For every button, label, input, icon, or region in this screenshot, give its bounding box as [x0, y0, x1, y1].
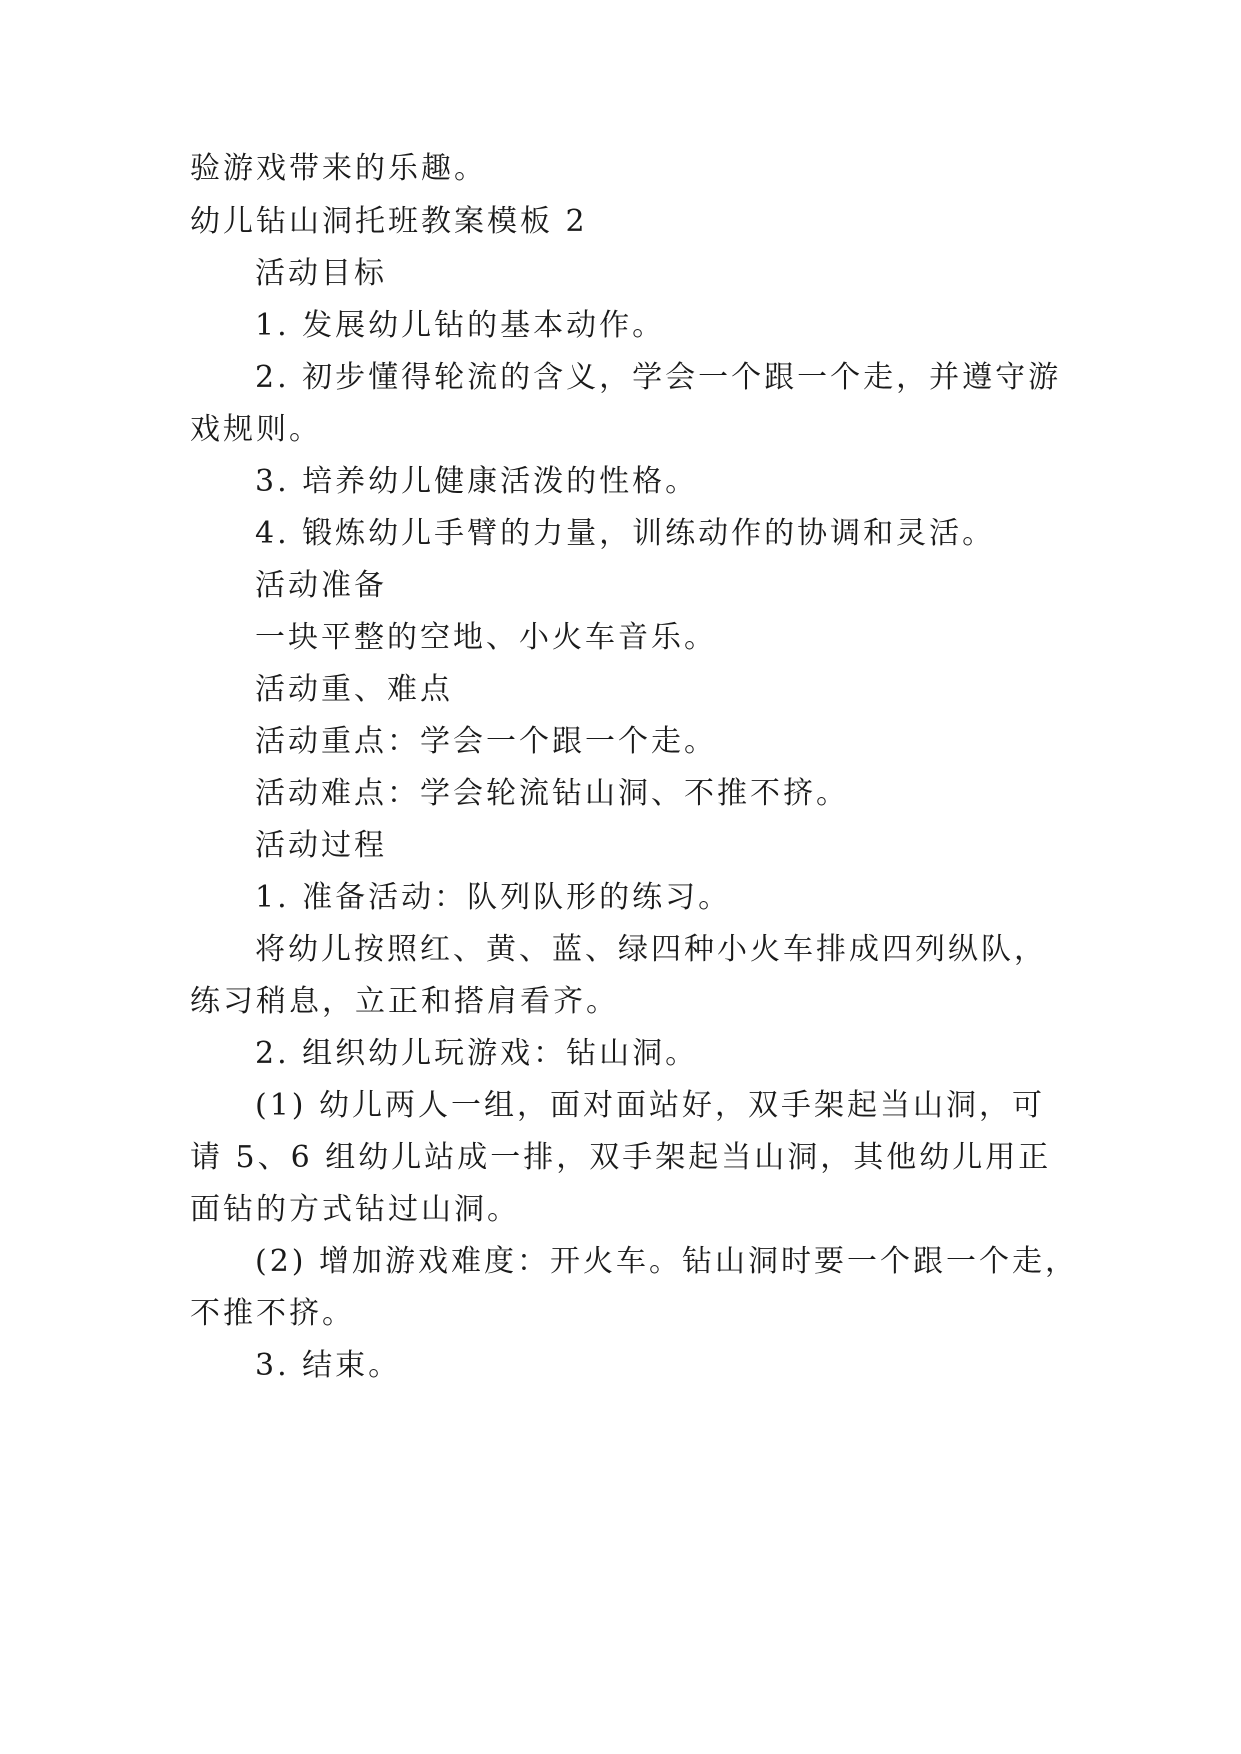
goal-item-4: 4. 锻炼幼儿手臂的力量，训练动作的协调和灵活。 — [255, 516, 996, 551]
process-step-1-detail-continued: 练习稍息，立正和搭肩看齐。 — [190, 984, 619, 1019]
process-step-2-sub-1-continued: 请 5、6 组幼儿站成一排，双手架起当山洞，其他幼儿用正 — [190, 1140, 1052, 1175]
heading-activity-process: 活动过程 — [255, 828, 387, 863]
process-step-2: 2. 组织幼儿玩游戏：钻山洞。 — [255, 1036, 699, 1071]
goal-item-1: 1. 发展幼儿钻的基本动作。 — [255, 308, 666, 343]
goal-item-2: 2. 初步懂得轮流的含义，学会一个跟一个走，并遵守游 — [255, 360, 1062, 395]
section-title: 幼儿钻山洞托班教案模板 2 — [190, 204, 588, 239]
heading-key-difficult-points: 活动重、难点 — [255, 672, 453, 707]
process-step-2-sub-2-continued: 不推不挤。 — [190, 1296, 355, 1331]
text-line-continuation: 验游戏带来的乐趣。 — [190, 151, 487, 186]
heading-activity-preparation: 活动准备 — [255, 568, 387, 603]
goal-item-3: 3. 培养幼儿健康活泼的性格。 — [255, 464, 699, 499]
heading-activity-goals: 活动目标 — [255, 256, 387, 291]
goal-item-2-continued: 戏规则。 — [190, 412, 322, 447]
process-step-1-detail: 将幼儿按照红、黄、蓝、绿四种小火车排成四列纵队， — [255, 932, 1047, 967]
preparation-text: 一块平整的空地、小火车音乐。 — [255, 620, 717, 655]
process-step-2-sub-2: (2) 增加游戏难度：开火车。钻山洞时要一个跟一个走， — [255, 1244, 1079, 1279]
process-step-2-sub-1-continued-2: 面钻的方式钻过山洞。 — [190, 1192, 520, 1227]
key-point-text: 活动重点：学会一个跟一个走。 — [255, 724, 717, 759]
process-step-1: 1. 准备活动：队列队形的练习。 — [255, 880, 732, 915]
difficult-point-text: 活动难点：学会轮流钻山洞、不推不挤。 — [255, 776, 849, 811]
process-step-2-sub-1: (1) 幼儿两人一组，面对面站好，双手架起当山洞，可 — [255, 1088, 1046, 1123]
process-step-3: 3. 结束。 — [255, 1348, 402, 1383]
